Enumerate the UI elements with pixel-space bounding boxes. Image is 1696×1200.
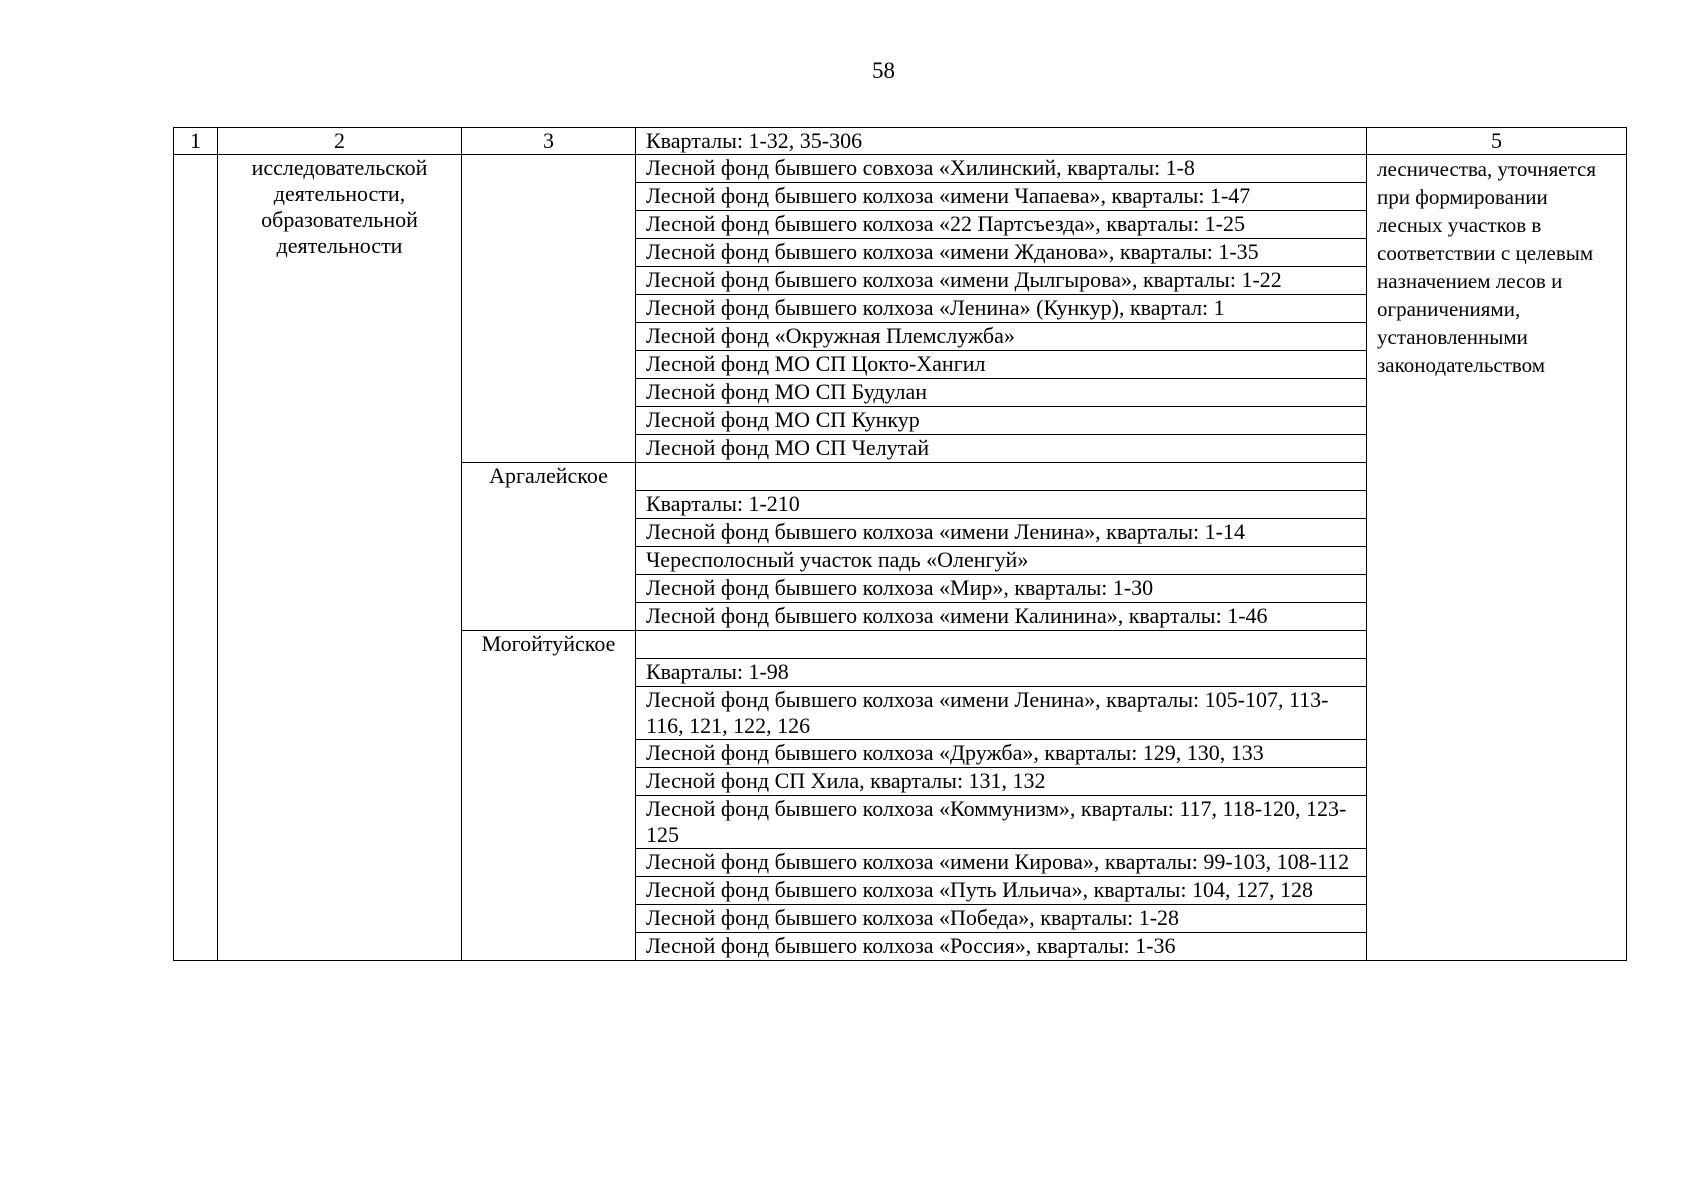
- district-name-argaleyskoe: Аргалейское: [462, 463, 636, 631]
- forest-fund-cell: Кварталы: 1-98: [636, 659, 1367, 687]
- forest-fund-cell: Кварталы: 1-210: [636, 491, 1367, 519]
- forest-fund-cell: Лесной фонд МО СП Цокто-Хангил: [636, 351, 1367, 379]
- table-row: [174, 155, 1627, 183]
- note-cell: лесничества, уточняется при формировании лесных участков в соответствии с целевым назначением лесов и ограничениями, установленными законодательством: [1367, 155, 1627, 961]
- forest-fund-cell: Лесной фонд бывшего колхоза «имени Чапаева», кварталы: 1-47: [636, 183, 1367, 211]
- forest-fund-cell: Лесной фонд бывшего колхоза «имени Кирова», кварталы: 99-103, 108-112: [636, 849, 1367, 877]
- header-col-4: Кварталы: 1-32, 35-306: [636, 128, 1367, 155]
- forest-fund-cell: Лесной фонд бывшего колхоза «имени Ленина», кварталы: 105-107, 113- 116, 121, 122, 126: [636, 687, 1367, 740]
- forest-fund-cell: Лесной фонд МО СП Будулан: [636, 379, 1367, 407]
- forest-fund-cell: Лесной фонд бывшего колхоза «Победа», кварталы: 1-28: [636, 905, 1367, 933]
- col1-cell: [174, 155, 218, 961]
- header-col-1: 1: [174, 128, 218, 155]
- forest-fund-cell: Лесной фонд «Окружная Племслужба»: [636, 323, 1367, 351]
- district-blank-cell: [636, 463, 1367, 491]
- page-number: 58: [872, 58, 895, 83]
- district-name-mogoytuyskoe: Могойтуйское: [462, 631, 636, 961]
- forest-table: [173, 127, 1627, 961]
- forest-fund-cell: Лесной фонд СП Хила, кварталы: 131, 132: [636, 768, 1367, 796]
- forest-fund-cell: Лесной фонд бывшего колхоза «имени Ленина», кварталы: 1-14: [636, 519, 1367, 547]
- forest-fund-cell: Лесной фонд МО СП Челутай: [636, 435, 1367, 463]
- header-col-2: 2: [218, 128, 462, 155]
- forest-fund-cell: Лесной фонд бывшего колхоза «22 Партсъезда», кварталы: 1-25: [636, 211, 1367, 239]
- forest-fund-cell: Лесной фонд бывшего колхоза «имени Дылгырова», кварталы: 1-22: [636, 267, 1367, 295]
- forest-fund-cell: Чересполосный участок падь «Оленгуй»: [636, 547, 1367, 575]
- district-cell-blank: [462, 155, 636, 463]
- header-col-3: 3: [462, 128, 636, 155]
- forest-fund-cell: Лесной фонд бывшего колхоза «Россия», кварталы: 1-36: [636, 933, 1367, 961]
- forest-fund-cell: Лесной фонд бывшего колхоза «имени Жданова», кварталы: 1-35: [636, 239, 1367, 267]
- forest-fund-cell: Лесной фонд бывшего колхоза «Коммунизм», кварталы: 117, 118-120, 123- 125: [636, 796, 1367, 849]
- forest-fund-cell: Лесной фонд бывшего колхоза «Путь Ильича», кварталы: 104, 127, 128: [636, 877, 1367, 905]
- forest-fund-cell: Лесной фонд бывшего совхоза «Хилинский, кварталы: 1-8: [636, 155, 1367, 183]
- header-col-5: 5: [1367, 128, 1627, 155]
- forest-fund-cell: Лесной фонд бывшего колхоза «имени Калинина», кварталы: 1-46: [636, 603, 1367, 631]
- forest-fund-cell: Лесной фонд МО СП Кункур: [636, 407, 1367, 435]
- forest-fund-cell: Лесной фонд бывшего колхоза «Ленина» (Кункур), квартал: 1: [636, 295, 1367, 323]
- forest-fund-cell: Лесной фонд бывшего колхоза «Дружба», кварталы: 129, 130, 133: [636, 740, 1367, 768]
- district-blank-cell: [636, 631, 1367, 659]
- header-row: [174, 128, 1627, 155]
- forest-fund-cell: Лесной фонд бывшего колхоза «Мир», кварталы: 1-30: [636, 575, 1367, 603]
- purpose-cell: исследовательской деятельности, образовательной деятельности: [218, 155, 462, 961]
